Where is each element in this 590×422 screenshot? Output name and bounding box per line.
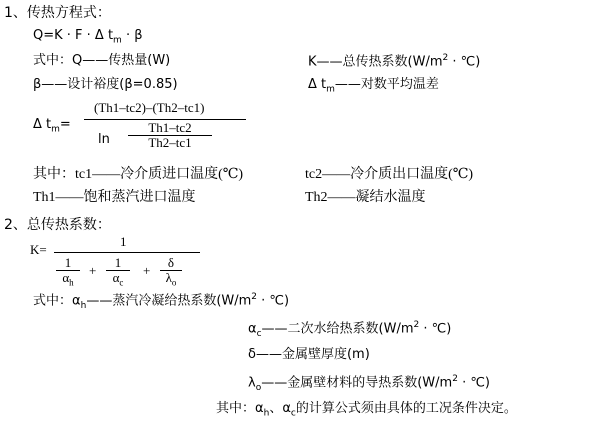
section2-heading: 2、总传热系数： [4,217,111,233]
lmtd-lhs-text: Δ t [33,117,52,132]
legend2-label: 式中： [33,293,73,309]
k-term2 [106,256,130,288]
k-lhs: K= [30,242,47,257]
legend-k-tail: · ℃) [448,54,481,70]
lmtd-lhs [33,118,71,135]
legend-q-text: Q——传热量(W) [72,53,171,68]
lmtd-numerator: (Th1–tc2)–(Th2–tc1) [94,100,205,115]
notes-th1: Th1——饱和蒸汽进口温度 [33,190,196,205]
legend-alpha-h: 式中：$\alpha_h——$蒸汽冷凝给热系数($W/m^2$ · ℃) [33,292,290,311]
legend-dtm-text: Δ t [308,77,327,92]
k-numerator: 1 [120,234,127,249]
legend-k-text: K——总传热系数(W/m [308,54,443,70]
notes-tc2: tc2——冷介质出口温度(℃) [305,167,474,182]
k-term2-numerator: 1 [114,255,122,270]
legend-beta: β——设计裕度(β=0.85) [33,77,178,92]
legend-dtm [308,78,439,95]
equation-subscript: m [113,35,122,46]
k-term1-denominator: $\alpha_h$ [62,269,74,288]
lmtd-inner-denominator: Th2–tc1 [148,134,192,150]
lmtd-ln: ln [98,132,110,147]
legend-k-sup: 2 [442,53,449,63]
legend-k [308,54,480,68]
k-term2-denominator: $\alpha_c$ [112,269,124,288]
notes-tc1 [33,168,243,182]
k-term3-numerator: δ [167,255,175,270]
legend-lambda: $\lambda_o——$金属壁材料的导热系数($W/m^2$ · ℃) [248,374,491,393]
k-term1-numerator: 1 [64,255,72,270]
k-plus2: + [143,263,151,278]
lmtd-inner-numerator: Th1–tc2 [148,120,192,135]
heat-transfer-equation [33,29,143,46]
equation-tail: · β [121,28,143,43]
legend-delta: δ——金属壁厚度(m) [248,347,370,362]
lmtd-inner-fraction [128,121,212,149]
legend-dtm-tail: ——对数平均温差 [334,77,439,92]
section1-heading: 1、传热方程式： [4,5,111,21]
legend-alpha-c: $\alpha_c——$二次水给热系数($W/m^2$ · ℃) [248,320,452,339]
k-plus1: + [89,263,97,278]
lmtd-lhs-sub: m [51,124,60,135]
equation-text: Q=K · F · Δ t [33,28,114,43]
legend-dtm-sub: m [326,84,335,95]
notes-label: 其中： [33,167,75,182]
k-fraction-bar [54,252,200,253]
notes-th2: Th2——凝结水温度 [305,190,426,205]
notes-tc1-text: tc1——冷介质进口温度(℃) [75,167,244,182]
lmtd-equals: = [59,117,71,132]
legend-q [33,54,170,67]
k-term3-denominator: $\lambda_o$ [165,269,177,288]
k-term3 [160,256,182,288]
legend-note: 其中：$\alpha_h$、$\alpha_c$的计算公式须由具体的工况条件决定。 [216,401,517,419]
k-term1 [56,256,80,288]
legend-label: 式中： [33,53,73,68]
